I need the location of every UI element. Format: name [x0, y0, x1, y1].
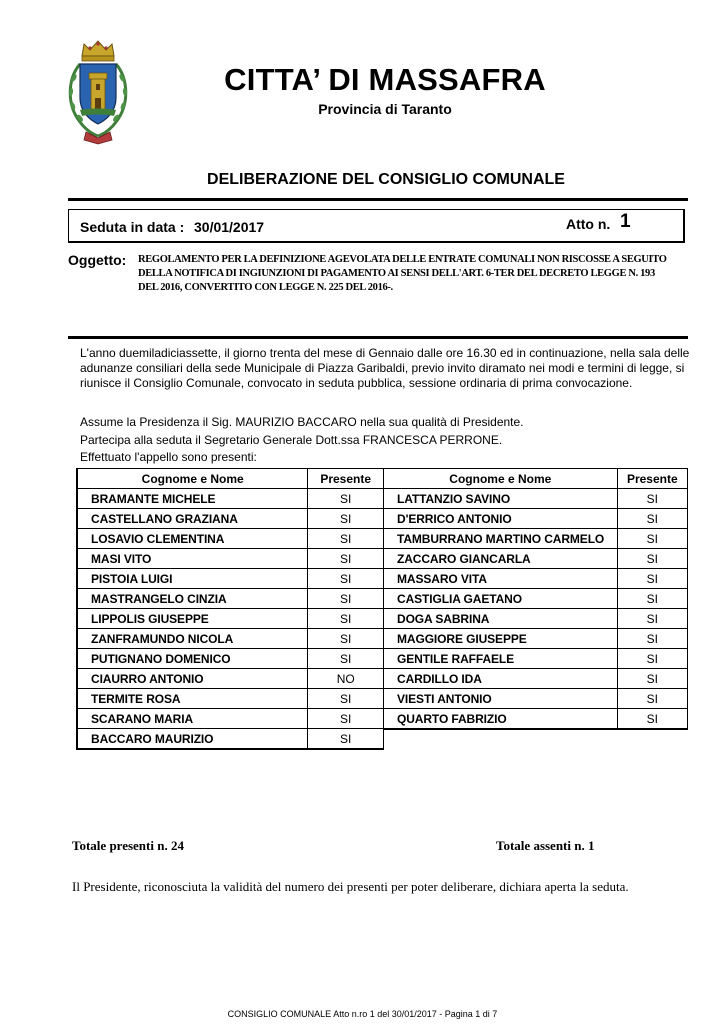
table-row	[384, 589, 688, 609]
table-row	[384, 669, 688, 689]
table-row	[384, 549, 688, 569]
atto-number: 1	[620, 211, 631, 232]
closing-statement: Il Presidente, riconosciuta la validità del numero dei presenti per poter deliberare, dichiara aperta la seduta.	[72, 879, 629, 894]
table-row	[77, 589, 384, 609]
table-row	[77, 509, 384, 529]
member-name: D'ERRICO ANTONIO	[384, 509, 618, 529]
table-row	[77, 709, 384, 729]
session-date: 30/01/2017	[194, 219, 265, 235]
attendance-table-right	[383, 468, 688, 730]
table-row	[384, 629, 688, 649]
member-present: SI	[308, 609, 384, 629]
attendance-table-left	[76, 468, 384, 750]
member-name: TAMBURRANO MARTINO CARMELO	[384, 529, 618, 549]
member-name: BRAMANTE MICHELE	[77, 489, 308, 509]
member-name: BACCARO MAURIZIO	[77, 729, 308, 750]
divider-top	[68, 198, 688, 201]
member-name: MASTRANGELO CINZIA	[77, 589, 308, 609]
table-row	[77, 549, 384, 569]
member-name: MAGGIORE GIUSEPPE	[384, 629, 618, 649]
member-present: SI	[617, 689, 687, 709]
table-row	[77, 569, 384, 589]
col-header-name: Cognome e Nome	[77, 469, 308, 489]
col-header-present: Presente	[308, 469, 384, 489]
member-present: SI	[308, 729, 384, 750]
member-name: TERMITE ROSA	[77, 689, 308, 709]
table-row	[384, 689, 688, 709]
member-present: SI	[308, 489, 384, 509]
divider-middle	[68, 336, 688, 339]
member-present: SI	[308, 709, 384, 729]
member-name: GENTILE RAFFAELE	[384, 649, 618, 669]
member-name: CASTIGLIA GAETANO	[384, 589, 618, 609]
member-present: SI	[617, 549, 687, 569]
table-header-row	[384, 469, 688, 489]
city-title: CITTA’ DI MASSAFRA	[224, 62, 546, 97]
member-name: LOSAVIO CLEMENTINA	[77, 529, 308, 549]
member-name: MASSARO VITA	[384, 569, 618, 589]
page-footer: CONSIGLIO COMUNALE Atto n.ro 1 del 30/01/2017 - Pagina 1 di 7	[227, 1009, 498, 1019]
member-present: SI	[308, 569, 384, 589]
member-name: PUTIGNANO DOMENICO	[77, 649, 308, 669]
table-row	[77, 609, 384, 629]
member-name: VIESTI ANTONIO	[384, 689, 618, 709]
member-name: CIAURRO ANTONIO	[77, 669, 308, 689]
member-name: LIPPOLIS GIUSEPPE	[77, 609, 308, 629]
member-present: SI	[617, 509, 687, 529]
table-row	[384, 569, 688, 589]
oggetto-label: Oggetto:	[68, 252, 127, 268]
city-crest-icon	[66, 38, 130, 146]
member-name: ZANFRAMUNDO NICOLA	[77, 629, 308, 649]
member-present: SI	[617, 569, 687, 589]
atto-label: Atto n.	[566, 216, 611, 232]
member-name: SCARANO MARIA	[77, 709, 308, 729]
member-present: SI	[617, 589, 687, 609]
table-row	[77, 669, 384, 689]
table-row	[384, 489, 688, 509]
member-present: SI	[308, 689, 384, 709]
member-present: SI	[617, 609, 687, 629]
table-row	[384, 529, 688, 549]
table-row	[384, 509, 688, 529]
table-header-row	[77, 469, 384, 489]
member-present: SI	[617, 529, 687, 549]
member-present: SI	[617, 649, 687, 669]
col-header-present: Presente	[617, 469, 687, 489]
oggetto-text: REGOLAMENTO PER LA DEFINIZIONE AGEVOLATA DELLE ENTRATE COMUNALI NON RISCOSSE A SEGUITO DELLA NOTIFICA DI INGIUNZIONI DI PAGAMENTO AI SENSI DELL'ART. 6-TER DEL DECRETO LEGGE N. 193 DEL 2016, CONVERTITO CON LEGGE N. 225 DEL 2016-.	[138, 254, 667, 293]
member-present: SI	[308, 629, 384, 649]
col-header-name: Cognome e Nome	[384, 469, 618, 489]
table-row	[77, 689, 384, 709]
table-row	[77, 489, 384, 509]
member-name: LATTANZIO SAVINO	[384, 489, 618, 509]
table-row	[384, 709, 688, 730]
secretary-line: Partecipa alla seduta il Segretario Generale Dott.ssa FRANCESCA PERRONE.	[80, 433, 503, 447]
member-name: MASI VITO	[77, 549, 308, 569]
member-present: SI	[308, 589, 384, 609]
intro-paragraph: L'anno duemiladiciassette, il giorno trenta del mese di Gennaio dalle ore 16.30 ed in continuazione, nella sala delle adunanze consiliari della sede Municipale di Piazza Garibaldi, previo invito diramato nei modi e termini di legge, si riunisce il Consiglio Comunale, convocato in seduta pubblica, sessione ordinaria di prima convocazione.	[80, 346, 690, 390]
presidency-line: Assume la Presidenza il Sig. MAURIZIO BACCARO nella sua qualità di Presidente.	[80, 415, 524, 429]
member-present: SI	[617, 669, 687, 689]
member-present: SI	[617, 629, 687, 649]
member-present: SI	[308, 549, 384, 569]
member-name: PISTOIA LUIGI	[77, 569, 308, 589]
total-absent: Totale assenti n. 1	[496, 838, 595, 853]
member-name: QUARTO FABRIZIO	[384, 709, 618, 730]
table-row	[384, 649, 688, 669]
member-name: CARDILLO IDA	[384, 669, 618, 689]
member-present: SI	[308, 649, 384, 669]
member-name: ZACCARO GIANCARLA	[384, 549, 618, 569]
member-name: DOGA SABRINA	[384, 609, 618, 629]
member-present: SI	[308, 529, 384, 549]
member-name: CASTELLANO GRAZIANA	[77, 509, 308, 529]
member-present: SI	[308, 509, 384, 529]
total-present: Totale presenti n. 24	[72, 838, 184, 853]
member-present: SI	[617, 489, 687, 509]
table-row	[77, 649, 384, 669]
table-row	[77, 729, 384, 750]
table-row	[77, 629, 384, 649]
document-type-title: DELIBERAZIONE DEL CONSIGLIO COMUNALE	[207, 171, 565, 188]
table-row	[77, 529, 384, 549]
roll-call-line: Effettuato l'appello sono presenti:	[80, 450, 257, 464]
province-subtitle: Provincia di Taranto	[318, 101, 452, 117]
member-present: SI	[617, 709, 687, 730]
session-label: Seduta in data :	[80, 219, 185, 235]
member-present: NO	[308, 669, 384, 689]
table-row	[384, 609, 688, 629]
